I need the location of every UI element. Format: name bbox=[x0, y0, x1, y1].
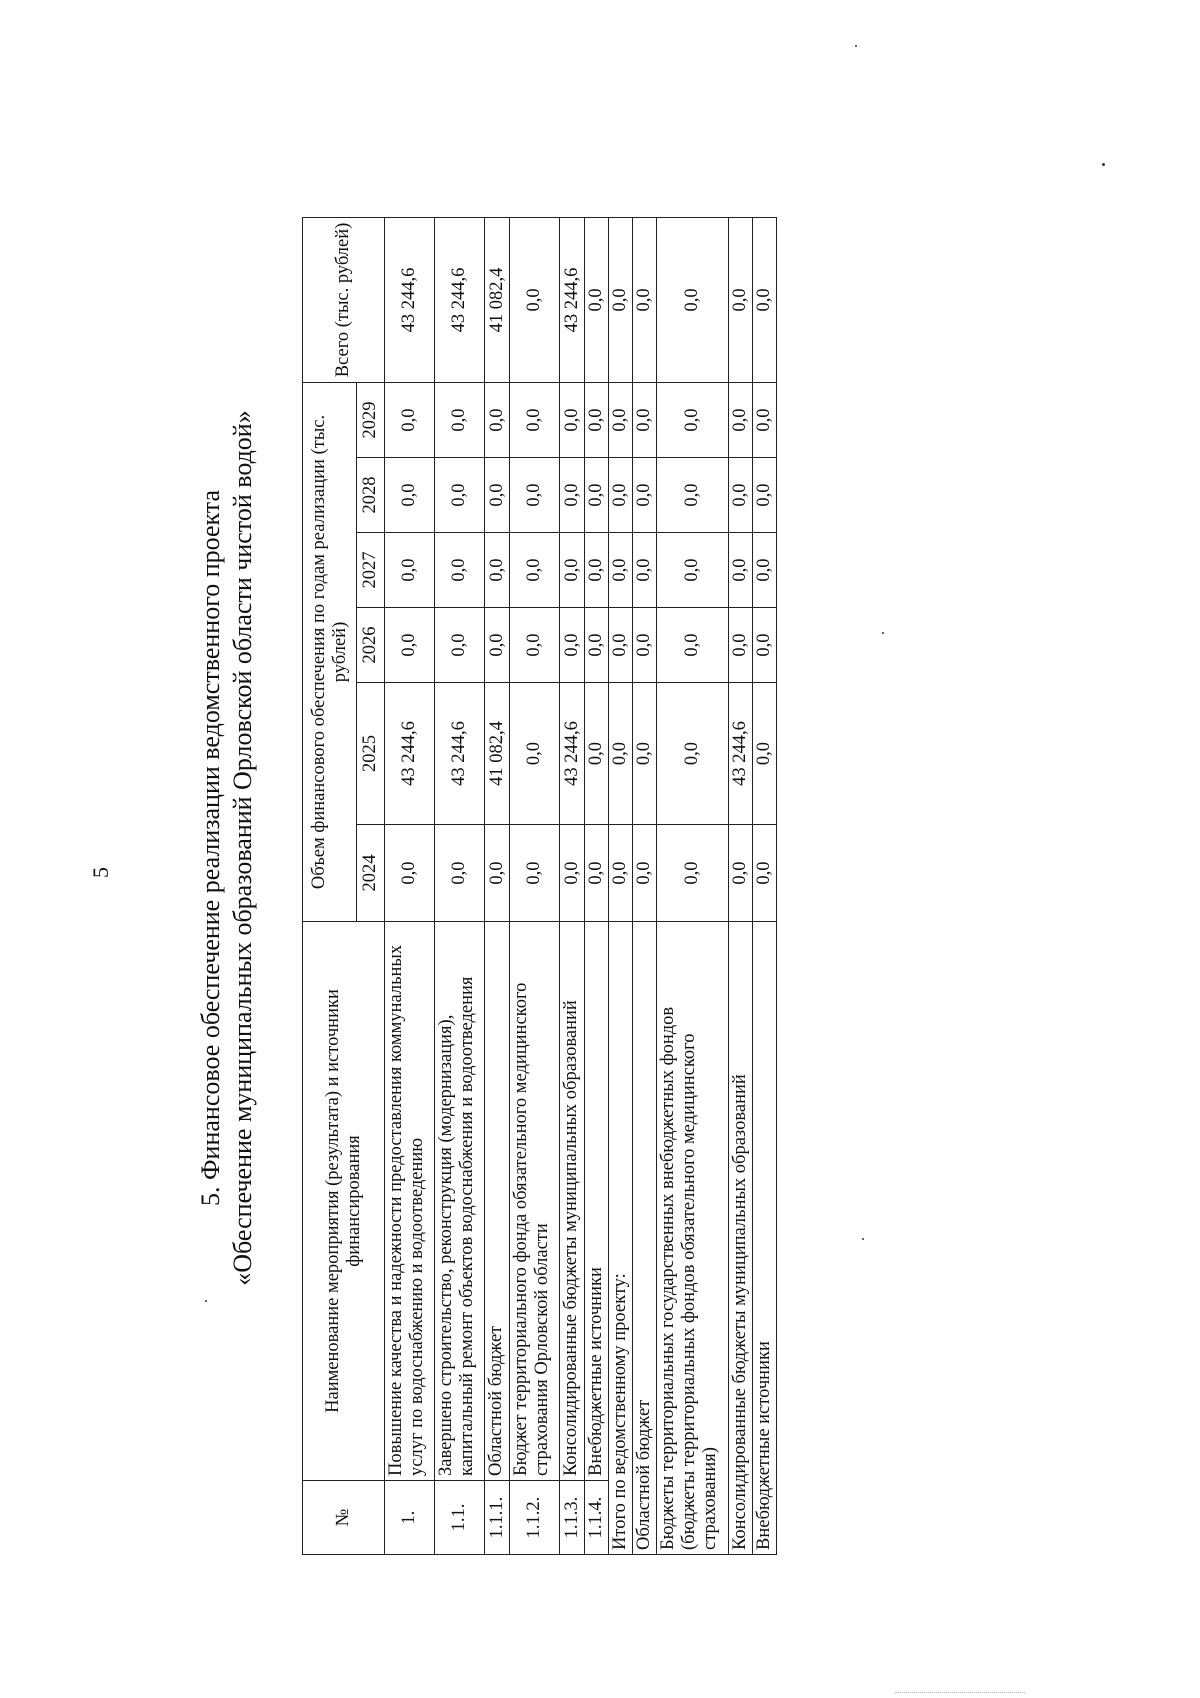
cell-2028: 0,0 bbox=[657, 458, 729, 533]
row-name: Завершено строительство, реконструкция (модернизация), капитальный ремонт объектов водоснабжения и водоотведения bbox=[435, 922, 485, 1481]
cell-2029: 0,0 bbox=[560, 382, 585, 457]
financing-table bbox=[302, 217, 777, 1555]
section-title: 5. Финансовое обеспечение реализации ведомственного проекта bbox=[196, 490, 225, 1206]
summary-label: Бюджеты территориальных государственных внебюджетных фондов (бюджеты территориальных фондов обязательного медицинского страхования) bbox=[657, 922, 729, 1555]
cell-total: 0,0 bbox=[657, 217, 729, 382]
cell-2026: 0,0 bbox=[435, 608, 485, 683]
cell-total: 43 244,6 bbox=[560, 217, 585, 382]
cell-2029: 0,0 bbox=[585, 382, 609, 457]
cell-2027: 0,0 bbox=[753, 533, 777, 608]
scan-speck bbox=[862, 1238, 864, 1240]
cell-2027: 0,0 bbox=[560, 533, 585, 608]
header-volume: Объем финансового обеспечения по годам реализации (тыс. рублей) bbox=[303, 382, 357, 921]
cell-2025: 43 244,6 bbox=[560, 683, 585, 825]
cell-2029: 0,0 bbox=[657, 382, 729, 457]
cell-2026: 0,0 bbox=[585, 608, 609, 683]
cell-2024: 0,0 bbox=[485, 825, 510, 922]
header-year-2027: 2027 bbox=[357, 533, 385, 608]
scan-speck bbox=[882, 632, 884, 634]
cell-2028: 0,0 bbox=[753, 458, 777, 533]
cell-2028: 0,0 bbox=[485, 458, 510, 533]
cell-2026: 0,0 bbox=[385, 608, 435, 683]
cell-2026: 0,0 bbox=[729, 608, 753, 683]
summary-label: Областной бюджет bbox=[633, 922, 657, 1555]
table-row bbox=[560, 217, 585, 1554]
cell-2027: 0,0 bbox=[729, 533, 753, 608]
row-num: 1.1. bbox=[435, 1481, 485, 1555]
cell-total: 0,0 bbox=[633, 217, 657, 382]
cell-2026: 0,0 bbox=[560, 608, 585, 683]
summary-row bbox=[609, 217, 633, 1554]
summary-label: Консолидированные бюджеты муниципальных образований bbox=[729, 922, 753, 1555]
cell-2029: 0,0 bbox=[435, 382, 485, 457]
scan-edge bbox=[895, 1692, 1025, 1693]
header-year-2028: 2028 bbox=[357, 458, 385, 533]
row-name: Повышение качества и надежности предоставления коммунальных услуг по водоснабжению и водоотведению bbox=[385, 922, 435, 1481]
cell-2024: 0,0 bbox=[753, 825, 777, 922]
cell-2028: 0,0 bbox=[560, 458, 585, 533]
row-num: 1.1.2. bbox=[510, 1481, 560, 1555]
cell-total: 0,0 bbox=[585, 217, 609, 382]
summary-label: Внебюджетные источники bbox=[753, 922, 777, 1555]
cell-2027: 0,0 bbox=[633, 533, 657, 608]
header-name: Наименование мероприятия (результата) и источники финансирования bbox=[303, 922, 385, 1481]
header-year-2024: 2024 bbox=[357, 825, 385, 922]
header-year-2029: 2029 bbox=[357, 382, 385, 457]
row-name: Консолидированные бюджеты муниципальных образований bbox=[560, 922, 585, 1481]
summary-row bbox=[633, 217, 657, 1554]
cell-2028: 0,0 bbox=[729, 458, 753, 533]
cell-2024: 0,0 bbox=[435, 825, 485, 922]
cell-2028: 0,0 bbox=[609, 458, 633, 533]
table-row bbox=[385, 217, 435, 1554]
cell-2028: 0,0 bbox=[435, 458, 485, 533]
cell-total: 41 082,4 bbox=[485, 217, 510, 382]
summary-row bbox=[657, 217, 729, 1554]
cell-2027: 0,0 bbox=[609, 533, 633, 608]
cell-2027: 0,0 bbox=[510, 533, 560, 608]
table-row bbox=[585, 217, 609, 1554]
cell-2025: 43 244,6 bbox=[729, 683, 753, 825]
row-num: 1. bbox=[385, 1481, 435, 1555]
cell-2024: 0,0 bbox=[560, 825, 585, 922]
cell-2029: 0,0 bbox=[633, 382, 657, 457]
cell-total: 0,0 bbox=[753, 217, 777, 382]
page-number: 5 bbox=[88, 867, 113, 878]
cell-2029: 0,0 bbox=[753, 382, 777, 457]
cell-2025: 0,0 bbox=[657, 683, 729, 825]
header-total: Всего (тыс. рублей) bbox=[303, 217, 385, 382]
cell-2029: 0,0 bbox=[485, 382, 510, 457]
cell-2025: 0,0 bbox=[753, 683, 777, 825]
cell-2028: 0,0 bbox=[633, 458, 657, 533]
cell-2026: 0,0 bbox=[510, 608, 560, 683]
scan-speck bbox=[1102, 163, 1105, 166]
cell-2027: 0,0 bbox=[485, 533, 510, 608]
project-title: «Обеспечение муниципальных образований Орловской области чистой водой» bbox=[228, 410, 257, 1286]
cell-2028: 0,0 bbox=[385, 458, 435, 533]
cell-2028: 0,0 bbox=[585, 458, 609, 533]
row-name: Бюджет территориального фонда обязательного медицинского страхования Орловской области bbox=[510, 922, 560, 1481]
table-row bbox=[510, 217, 560, 1554]
cell-2025: 0,0 bbox=[585, 683, 609, 825]
summary-label: Итого по ведомственному проекту: bbox=[609, 922, 633, 1555]
cell-2029: 0,0 bbox=[729, 382, 753, 457]
cell-2027: 0,0 bbox=[585, 533, 609, 608]
cell-2025: 43 244,6 bbox=[385, 683, 435, 825]
header-year-2026: 2026 bbox=[357, 608, 385, 683]
cell-2024: 0,0 bbox=[510, 825, 560, 922]
cell-2024: 0,0 bbox=[657, 825, 729, 922]
cell-total: 43 244,6 bbox=[385, 217, 435, 382]
cell-2025: 43 244,6 bbox=[435, 683, 485, 825]
cell-2026: 0,0 bbox=[753, 608, 777, 683]
cell-2025: 0,0 bbox=[510, 683, 560, 825]
cell-2024: 0,0 bbox=[385, 825, 435, 922]
cell-2025: 0,0 bbox=[633, 683, 657, 825]
cell-2029: 0,0 bbox=[510, 382, 560, 457]
row-num: 1.1.3. bbox=[560, 1481, 585, 1555]
row-num: 1.1.4. bbox=[585, 1481, 609, 1555]
cell-total: 43 244,6 bbox=[435, 217, 485, 382]
summary-row bbox=[729, 217, 753, 1554]
cell-2025: 41 082,4 bbox=[485, 683, 510, 825]
cell-2027: 0,0 bbox=[385, 533, 435, 608]
cell-2026: 0,0 bbox=[609, 608, 633, 683]
cell-2024: 0,0 bbox=[609, 825, 633, 922]
table-row bbox=[485, 217, 510, 1554]
cell-2029: 0,0 bbox=[609, 382, 633, 457]
cell-2029: 0,0 bbox=[385, 382, 435, 457]
row-name: Внебюджетные источники bbox=[585, 922, 609, 1481]
cell-2026: 0,0 bbox=[657, 608, 729, 683]
cell-2026: 0,0 bbox=[485, 608, 510, 683]
scan-speck bbox=[855, 45, 857, 47]
cell-total: 0,0 bbox=[729, 217, 753, 382]
cell-2028: 0,0 bbox=[510, 458, 560, 533]
cell-2026: 0,0 bbox=[633, 608, 657, 683]
header-year-2025: 2025 bbox=[357, 683, 385, 825]
row-num: 1.1.1. bbox=[485, 1481, 510, 1555]
header-num: № bbox=[303, 1481, 385, 1555]
row-name: Областной бюджет bbox=[485, 922, 510, 1481]
cell-2024: 0,0 bbox=[633, 825, 657, 922]
cell-2024: 0,0 bbox=[585, 825, 609, 922]
cell-2027: 0,0 bbox=[657, 533, 729, 608]
table-row bbox=[435, 217, 485, 1554]
summary-row bbox=[753, 217, 777, 1554]
scan-speck bbox=[205, 1300, 207, 1302]
cell-2024: 0,0 bbox=[729, 825, 753, 922]
cell-total: 0,0 bbox=[510, 217, 560, 382]
cell-2027: 0,0 bbox=[435, 533, 485, 608]
cell-2025: 0,0 bbox=[609, 683, 633, 825]
cell-total: 0,0 bbox=[609, 217, 633, 382]
